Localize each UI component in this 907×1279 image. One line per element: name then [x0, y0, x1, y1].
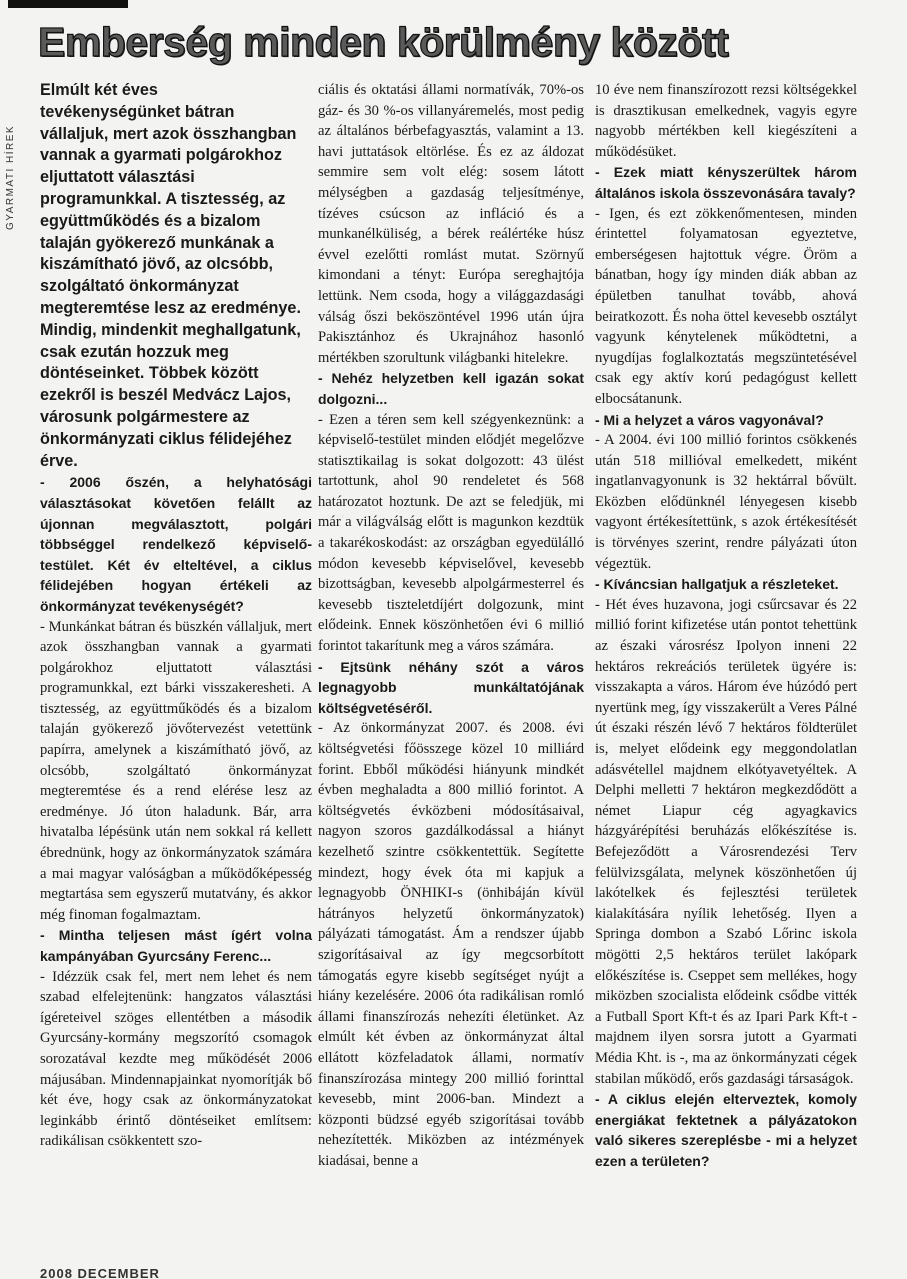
paragraph: - Idézzük csak fel, mert nem lehet és nem szabad elfelejtenünk: hangzatos választási ígéreteivel szöges ellentétben a második Gyurcsány-kormány megszorító csomagok sorozatával kezdte meg működését 2006 májusában. Mindennapjainkat nyomorítják bő két éve, hogy csak az önkormányzatokat leginkább érintő döntéseiket említsem: radikálisan csökkentett szo-: [40, 968, 312, 1150]
column-2: [318, 80, 584, 1171]
paragraph: - Hét éves huzavona, jogi csűrcsavar és 22 millió forint kifizetése után pontot tehettünk az északi városrész Ipolyon inneni 22 hektáros rekreációs területek ügyére is: visszakapta a város. Három éve húzódó pert nyertünk meg, így visszakerült a Veres Pálné út északi részén lévő 7 hektáros földterület is, melyet elődeink egy meggondolatlan adásvétellel majdnem elkótyavetyéltek. A Delphi melletti 7 hektáron megkezdődött a német Liapur cég agyagkavics házgyárépítési beruházás előkészítése is. Befejeződött a Városrendezési Terv felülvizsgálata, melynek köszönhetően új lakótelkek és fejlesztési területek kialakítására nyílik lehetőség. Ilyen a Springa dombon a Szabó Lőrinc iskola mögötti 2,5 hektáros terület lakópark előkészítése is. Cseppet sem mellékes, hogy miközben szocialista elődeink csődbe vitték a Futball Sport Kft-t és az Ipari Park Kft-t - majdnem ilyen sorsra jutott a Gyarmati Média Kht. is -, ma az önkormányzati cégek stabilan működő, erős gazdasági társaságok.: [595, 596, 857, 1087]
column-3: [595, 80, 857, 1171]
paragraph: - Mintha teljesen mást ígért volna kampányában Gyurcsány Ferenc...: [40, 927, 312, 964]
paragraph: - 2006 őszén, a helyhatósági választásokat követően felállt az újonnan megválasztott, polgári többséggel rendelkező képviselő-testület. Két év elteltével, a ciklus félidejében hogyan értékeli az önkormányzat tevékenységét?: [40, 474, 312, 614]
paragraph: - A 2004. évi 100 millió forintos csökkenés után 518 millióval emelkedett, miként ingatlanvagyonunk is 32 hektárral bővült. Eközben elődünknél lényegesen kisebb vagyont értékesítettünk, s azok értékesítését is törvényes szerint, rendre pályázati úton végeztük.: [595, 432, 857, 572]
paragraph: - Mi a helyzet a város vagyonával?: [595, 411, 824, 428]
paragraph: - Ezek miatt kényszerültek három általános iskola összevonására tavaly?: [595, 164, 857, 201]
paragraph: - A ciklus elején elterveztek, komoly energiákat fektetnek a pályázatokon való sikeres szereplésbe - mi a helyzet ezen a területen?: [595, 1091, 857, 1169]
paragraph: - Ezen a téren sem kell szégyenkeznünk: a képviselő-testület minden elődjét megelőzve statisztikailag is sokat dolgozott: 43 ülést tartottunk, ahol 90 rendeletet és 568 határozatot hoztunk. De azt se feledjük, mi már a világválság előtt is magunkon kezdtük a takarékoskodást: az országban egyedülálló módon kevesebb képviselővel, kevesebb bizottságban, kevesebb alpolgármesterrel és kevesebb tiszteletdíjért dolgozunk, mint elődeink. Ennek köszönhetően évi 6 millió forintot takarítunk meg a város számára.: [318, 411, 584, 655]
section-label: GYARMATI HÍREK: [5, 124, 16, 230]
paragraph: ciális és oktatási állami normatívák, 70%-os gáz- és 30 %-os villanyáremelés, most pedig az általános bérbefagyasztás, valamint a 13. havi juttatások eltörlése. És ez az áldozat semmire sem volt elég: sosem látott mélységben a gazdaság teljesítménye, tízéves csúcson az infláció és a munkanélküliség, a bérek reálértéke húsz évvel ezelőtti romlást mutat. Szörnyű kimondani a tényt: Európa sereghajtója lettünk. Nem csoda, hogy a világgazdasági válság őszi beköszöntével 1996 után újra Pakisztánhoz és Ukrajnához hasonló mértékben szorultunk világbanki hitelekre.: [318, 82, 584, 366]
top-rule: [8, 0, 128, 8]
paragraph: - Igen, és ezt zökkenőmentesen, minden érintettel folyamatosan egyeztetve, emberségesen hajtottuk végre. Öröm a bánatban, hogy így minden diák abban az épületben tanulhat tovább, ahová beiratkozott. És noha öttel kevesebb osztályt vagyunk kénytelenek működtetni, a nyugdíjas foglalkoztatás megszüntetésével csak egy aktív korú pedagógust kellett elbocsátanunk.: [595, 205, 857, 407]
article-headline: Emberség minden körülmény között: [38, 19, 729, 65]
page-footer: 2008 DECEMBER: [40, 1266, 160, 1279]
paragraph: - Munkánkat bátran és büszkén vállaljuk, mert azok összhangban vannak a gyarmati polgárokhoz eljuttatott választási programunkkal, ezt bárki visszakeresheti. A tisztesség, az együttműködés és a bizalom talaján gyökerező jövőtervezést vetettünk papírra, amelynek a kiszámítható jövő, az olcsóbb, szolgáltató önkormányzat megteremtése és a rend elérése lesz az eredménye. Jó úton haladunk. Bár, arra hivatalba lépésünk után nem sokkal rá kellett ébrednünk, hogy az önkormányzatok számára a mai magyar valóságban a működőképesség megtartása sem egyszerű mutatvány, és akkor még finoman fogalmaztam.: [40, 618, 312, 923]
paragraph: 10 éve nem finanszírozott rezsi költségekkel is drasztikusan emelkednek, vagyis egyre nagyobb mértékben kell kiegészíteni a működésüket.: [595, 82, 857, 160]
paragraph: - Az önkormányzat 2007. és 2008. évi költségvetési főösszege közel 10 milliárd forint. Ebből működési hiányunk mindkét évben meghaladta a 800 millió forintot. A költségvetés évközbeni módosításaival, nagyon szoros gazdálkodással a hiányt kezelhető szintre csökkentettük. Segítette mindezt, hogy évek óta mi kapjuk a legnagyobb ÖNHIKI-s (önhibáján kívül hátrányos helyzetű önkormányzatok) pályázati támogatást. Ám a rendszer újabb szigorításaival az így megcsorbított támogatás egyre kisebb segítséget nyújt a hiány kezelésére. 2006 óta radikálisan romló állami finanszírozás nehezíti életünket. Az elmúlt két évben az önkormányzat által ellátott közfeladatok állami, normatív finanszírozása mintegy 200 millió forinttal kevesebb, mint 2006-ban. Mindezt a központi büdzsé egyéb szigorításai tovább nehezítették. Miközben az intézmények kiadásai, benne a: [318, 720, 584, 1169]
paragraph: - Ejtsünk néhány szót a város legnagyobb munkáltatójának költségvetéséről.: [318, 658, 584, 716]
column-1: [40, 80, 312, 1152]
paragraph: - Kíváncsian hallgatjuk a részleteket.: [595, 576, 839, 593]
paragraph: - Nehéz helyzetben kell igazán sokat dolgozni...: [318, 370, 584, 407]
article-lead: Elmúlt két éves tevékenységünket bátran vállaljuk, mert azok összhangban vannak a gyarmati polgárokhoz eljuttatott választási programunkkal. A tisztesség, az együttműködés és a bizalom talaján gyökerező munkának a kiszámítható jövő, az olcsóbb, szolgáltató önkormányzat megteremtése lesz az eredménye. Mindig, mindenkit meghallgatunk, csak ezután hozzuk meg döntéseinket. Többek között ezekről is beszél Medvácz Lajos, városunk polgármestere az önkormányzati ciklus félidejéhez érve.: [40, 81, 301, 470]
